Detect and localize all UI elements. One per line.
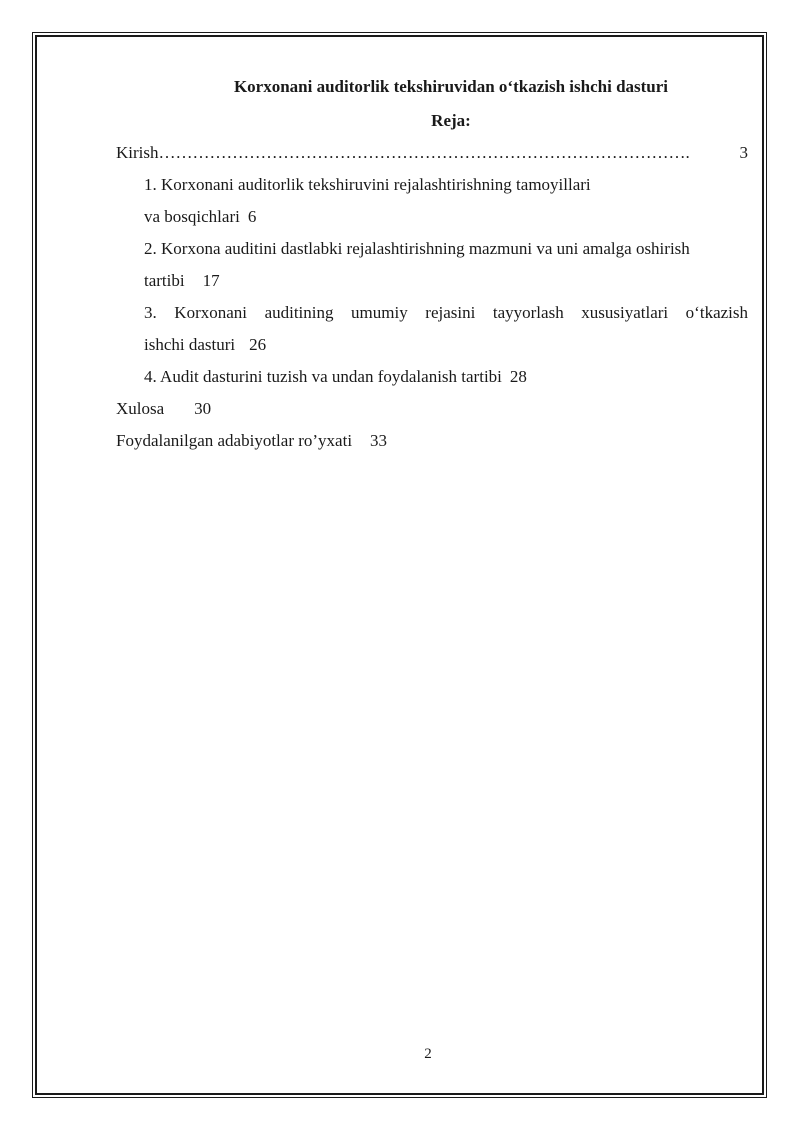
document-title: Korxonani auditorlik tekshiruvidan o‘tkazish ishchi dasturi <box>233 77 669 96</box>
toc-entry-label: Foydalanilgan adabiyotlar ro’yxati <box>116 431 353 450</box>
toc-entry-page: 30 <box>194 399 212 418</box>
toc-entry-4 <box>116 361 748 393</box>
toc-entry-2-line1 <box>116 233 748 265</box>
toc-entry-label: 1. Korxonani auditorlik tekshiruvini rejalashtirishning tamoyillari <box>144 175 591 194</box>
toc-entry-label: Kirish <box>116 143 159 162</box>
toc-entry-2-line2 <box>116 265 748 297</box>
document-body <box>116 75 748 457</box>
toc-entry-page: 17 <box>202 271 220 290</box>
plan-heading: Reja: <box>431 111 471 130</box>
toc-entry-label: ishchi dasturi <box>144 335 236 354</box>
toc-entry-page: 28 <box>509 367 527 386</box>
toc-entry-page: 6 <box>247 207 257 226</box>
toc-entry-label: 4. Audit dasturini tuzish va undan foydalanish tartibi <box>144 367 502 386</box>
toc-entry-1-line1 <box>116 169 748 201</box>
toc-entry-label: tartibi <box>144 271 185 290</box>
toc-entry-page: 26 <box>249 335 267 354</box>
toc-entry-3-line1 <box>116 297 748 329</box>
toc-entry-label: va bosqichlari <box>144 207 240 226</box>
toc-entry-1-line2 <box>116 201 748 233</box>
table-of-contents <box>116 137 748 457</box>
toc-entry-3-line2 <box>116 329 748 361</box>
toc-entry-label: 3. Korxonani auditining umumiy rejasini tayyorlash xususiyatlari o‘tkazish <box>144 303 748 322</box>
toc-entry-references <box>116 425 748 457</box>
toc-entry-intro <box>116 137 748 169</box>
page-number: 2 <box>424 1046 432 1062</box>
toc-entry-page: 33 <box>370 431 388 450</box>
toc-entry-page: 3 <box>739 143 748 162</box>
toc-entry-label: Xulosa <box>116 399 165 418</box>
toc-entry-label: 2. Korxona auditini dastlabki rejalashtirishning mazmuni va uni amalga oshirish <box>144 239 690 258</box>
toc-dot-leader: …………………………………………………………………………………. <box>158 143 690 162</box>
toc-entry-conclusion <box>116 393 748 425</box>
